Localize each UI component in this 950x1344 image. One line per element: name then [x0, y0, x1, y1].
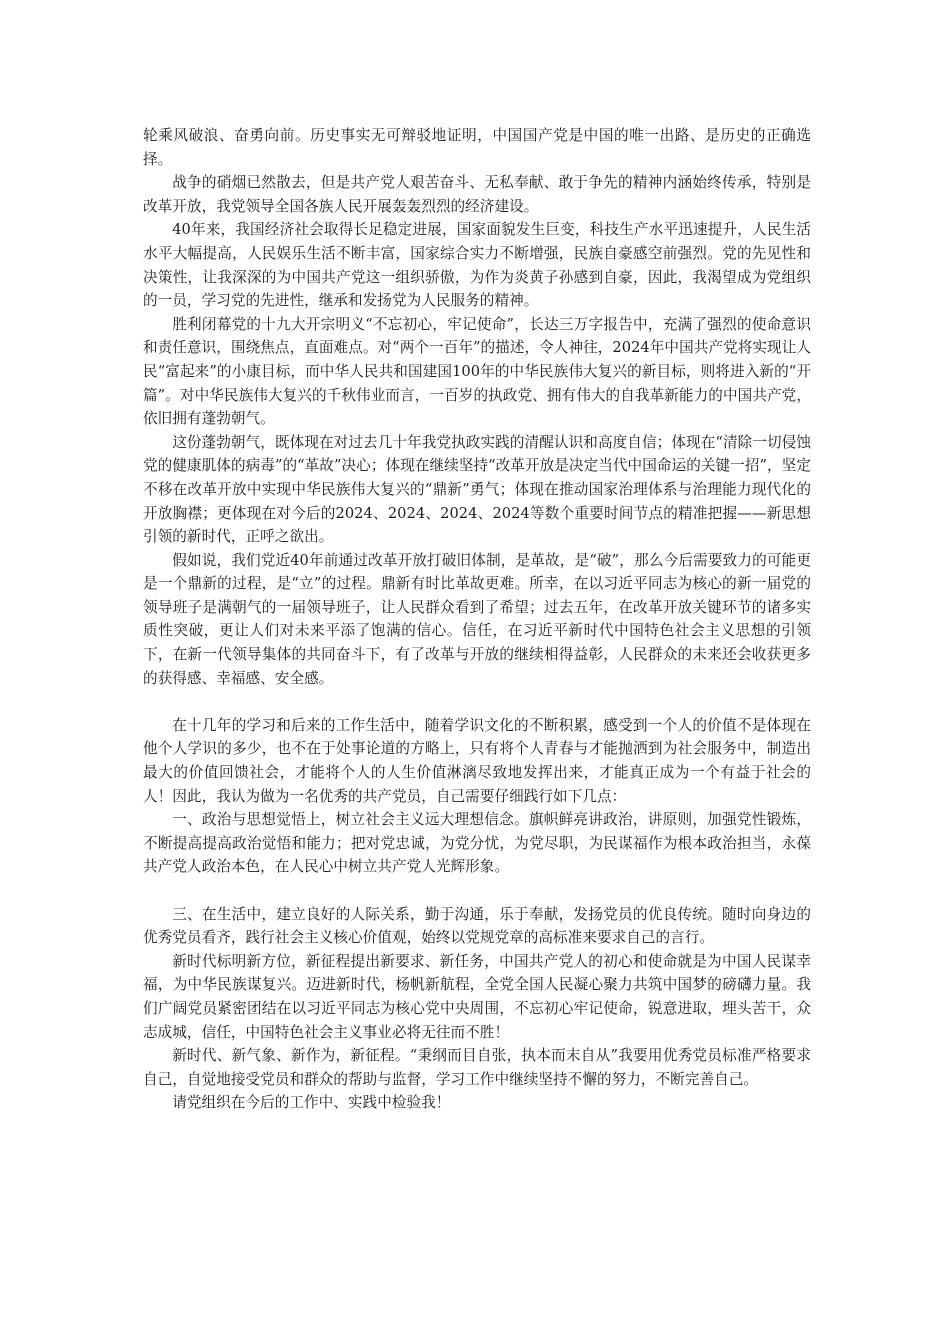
paragraph-closing: 请党组织在今后的工作中、实践中检验我！: [172, 1094, 451, 1112]
paragraph-forty-years: 40年来，我国经济社会取得长足稳定进展，国家面貌发生巨变，科技生产水平迅速提升，人民生活水平大幅提高，人民娱乐生活不断丰富，国家综合实力不断增强，民族自豪感空前强烈。党的先见性和决策性，让我深深的为中国共产党这一组织骄傲，为作为炎黄子孙感到自豪，因此，我渴望成为党组织的一员，学习党的先进性，继承和发扬党为人民服务的精神。: [143, 221, 811, 310]
paragraph-spacer: [143, 879, 811, 903]
paragraph-new-era: 新时代标明新方位，新征程提出新要求、新任务，中国共产党人的初心和使命就是为中国人民谋幸福，为中华民族谋复兴。迈进新时代，杨帆新航程，全党全国人民凝心聚力共筑中国梦的磅礴力量。我们广阔党员紧密团结在以习近平同志为核心党中央周围，不忘初心牢记使命，锐意进取，埋头苦干，众志成城，信任，中国特色社会主义事业必将无往而不胜！: [143, 952, 811, 1041]
paragraph-reform: 假如说，我们党近40年前通过改革开放打破旧体制，是革故，是“破”，那么今后需要致力的可能更是一个鼎新的过程，是“立”的过程。鼎新有时比革故更难。所幸，在以习近平同志为核心的新一届党的领导班子是满朝气的一届领导班子，让人民群众看到了希望；过去五年，在改革开放关键环节的诸多实质性突破，更让人们对未来平添了饱满的信心。信任，在习近平新时代中国特色社会主义思想的引领下，在新一代领导集体的共同奋斗下，有了改革与开放的继续相得益彰，人民群众的未来还会收获更多的获得感、幸福感、安全感。: [143, 551, 811, 687]
paragraph-nineteenth-congress: 胜利闭幕党的十九大开宗明义“不忘初心，牢记使命”，长达三万字报告中，充满了强烈的使命意识和责任意识，围绕焦点，直面难点。对“两个一百年”的描述，令人神往，2024年中国共产党将实现让人民“富起来”的小康目标，而中华人民共和国建国100年的中华民族伟大复兴的新目标，则将进入新的“开篇”。对中华民族伟大复兴的千秋伟业而言，一百岁的执政党、拥有伟大的自我革新能力的中国共产党，依旧拥有蓬勃朝气。: [143, 315, 811, 428]
paragraph-point-three: 三、在生活中，建立良好的人际关系，勤于沟通，乐于奉献，发扬党员的优良传统。随时向身边的优秀党员看齐，践行社会主义核心价值观，始终以党规党章的高标准来要求自己的言行。: [143, 905, 811, 947]
paragraph-point-one: 一、政治与思想觉悟上，树立社会主义远大理想信念。旗帜鲜亮讲政治，讲原则，加强党性锻炼，不断提高提高政治觉悟和能力；把对党忠诚，为党分忧，为党尽职，为民谋福作为根本政治担当，永葆共产党人政治本色，在人民心中树立共产党人光辉形象。: [143, 811, 811, 876]
document-body: [143, 124, 811, 1115]
paragraph-war-smoke: 战争的硝烟已然散去，但是共产党人艰苦奋斗、无私奉献、敢于争先的精神内涵始终传承，特别是改革开放，我党领导全国各族人民开展轰轰烈烈的经济建设。: [143, 174, 811, 215]
paragraph-continuation: 轮乘风破浪、奋勇向前。历史事实无可辩驳地证明，中国国产党是中国的唯一出路、是历史的正确选择。: [143, 127, 811, 168]
paragraph-vigor: 这份蓬勃朝气，既体现在对过去几十年我党执政实践的清醒认识和高度自信；体现在“清除一切侵蚀党的健康肌体的病毒”的“革故”决心；体现在继续坚持“改革开放是决定当代中国命运的关键一招”，坚定不移在改革开放中实现中华民族伟大复兴的“鼎新”勇气；体现在推动国家治理体系与治理能力现代化的开放胸襟；更体现在对今后的2024、2024、2024、2024等数个重要时间节点的精准把握——新思想引领的新时代，正呼之欲出。: [143, 433, 811, 546]
paragraph-new-journey: 新时代、新气象、新作为，新征程。“秉纲而目自张，执本而末自从”我要用优秀党员标准严格要求自己，自觉地接受党员和群众的帮助与监督，学习工作中继续坚持不懈的努力，不断完善自己。: [143, 1047, 811, 1088]
paragraph-personal-value: 在十几年的学习和后来的工作生活中，随着学识文化的不断积累，感受到一个人的价值不是体现在他个人学识的多少，也不在于处事论道的方略上，只有将个人青春与才能抛洒到为社会服务中，制造出最大的价值回馈社会，才能将个人的人生价值淋漓尽致地发挥出来，才能真正成为一个有益于社会的人！因此，我认为做为一名优秀的共产党员，自己需要仔细践行如下几点：: [143, 716, 811, 805]
paragraph-spacer: [143, 690, 811, 714]
